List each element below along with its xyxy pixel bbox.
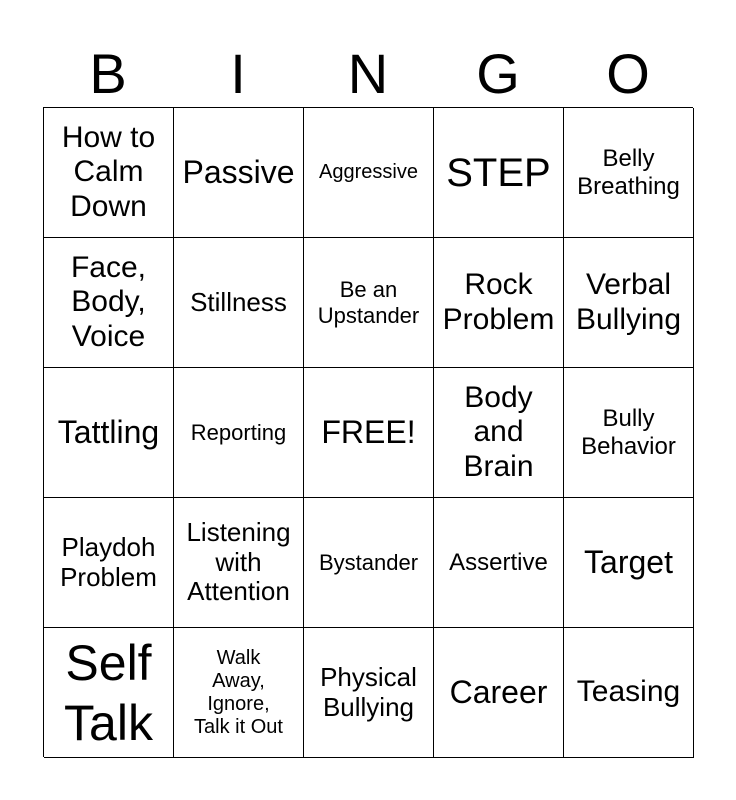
- cell-label: Bystander: [318, 549, 419, 575]
- header-letter-o: O: [606, 42, 650, 105]
- header-letter-n: N: [347, 42, 389, 105]
- bingo-cell[interactable]: [564, 238, 694, 368]
- bingo-cell[interactable]: [304, 368, 434, 498]
- cell-label: Self Talk: [64, 634, 153, 751]
- cell-label: STEP: [446, 150, 551, 195]
- bingo-board: [43, 107, 693, 757]
- bingo-cell[interactable]: [564, 498, 694, 628]
- bingo-cell[interactable]: [304, 108, 434, 238]
- bingo-cell[interactable]: [304, 498, 434, 628]
- cell-label: Walk Away, Ignore, Talk it Out: [194, 646, 283, 738]
- cell-label: How to Calm Down: [61, 120, 156, 223]
- cell-label: Be an Upstander: [317, 277, 420, 328]
- cell-label: Reporting: [190, 419, 287, 445]
- bingo-header: [43, 40, 693, 108]
- bingo-cell[interactable]: [174, 238, 304, 368]
- cell-label: Bully Behavior: [581, 404, 676, 460]
- bingo-cell[interactable]: [434, 108, 564, 238]
- bingo-cell[interactable]: [44, 628, 174, 758]
- bingo-cell[interactable]: [434, 628, 564, 758]
- bingo-cell[interactable]: [434, 238, 564, 368]
- cell-label: Verbal Bullying: [575, 268, 682, 336]
- cell-label: FREE!: [321, 414, 416, 451]
- bingo-cell[interactable]: [174, 628, 304, 758]
- bingo-cell[interactable]: [44, 238, 174, 368]
- cell-label: Assertive: [449, 548, 548, 576]
- bingo-cell[interactable]: [44, 498, 174, 628]
- cell-label: Target: [584, 544, 673, 581]
- bingo-cell[interactable]: [44, 108, 174, 238]
- bingo-cell[interactable]: [174, 108, 304, 238]
- cell-label: Rock Problem: [442, 268, 555, 336]
- cell-label: Body and Brain: [463, 380, 534, 483]
- bingo-cell[interactable]: [564, 628, 694, 758]
- cell-label: Playdoh Problem: [60, 531, 157, 592]
- cell-label: Passive: [182, 154, 295, 191]
- cell-label: Physical Bullying: [320, 661, 417, 722]
- bingo-cell[interactable]: [434, 368, 564, 498]
- cell-label: Aggressive: [319, 161, 418, 183]
- cell-label: Career: [449, 674, 548, 711]
- cell-label: Teasing: [576, 675, 681, 709]
- header-letter-g: G: [476, 42, 520, 105]
- bingo-cell[interactable]: [44, 368, 174, 498]
- cell-label: Face, Body, Voice: [70, 250, 147, 353]
- header-letter-i: I: [230, 42, 246, 105]
- bingo-cell[interactable]: [304, 628, 434, 758]
- cell-label: Tattling: [57, 414, 160, 451]
- bingo-cell[interactable]: [174, 498, 304, 628]
- bingo-cell[interactable]: [304, 238, 434, 368]
- header-letter-b: B: [89, 42, 127, 105]
- cell-label: Stillness: [190, 286, 287, 317]
- bingo-cell[interactable]: [564, 108, 694, 238]
- cell-label: Listening with Attention: [186, 516, 291, 607]
- cell-label: Belly Breathing: [577, 144, 680, 200]
- bingo-cell[interactable]: [174, 368, 304, 498]
- bingo-cell[interactable]: [434, 498, 564, 628]
- bingo-cell[interactable]: [564, 368, 694, 498]
